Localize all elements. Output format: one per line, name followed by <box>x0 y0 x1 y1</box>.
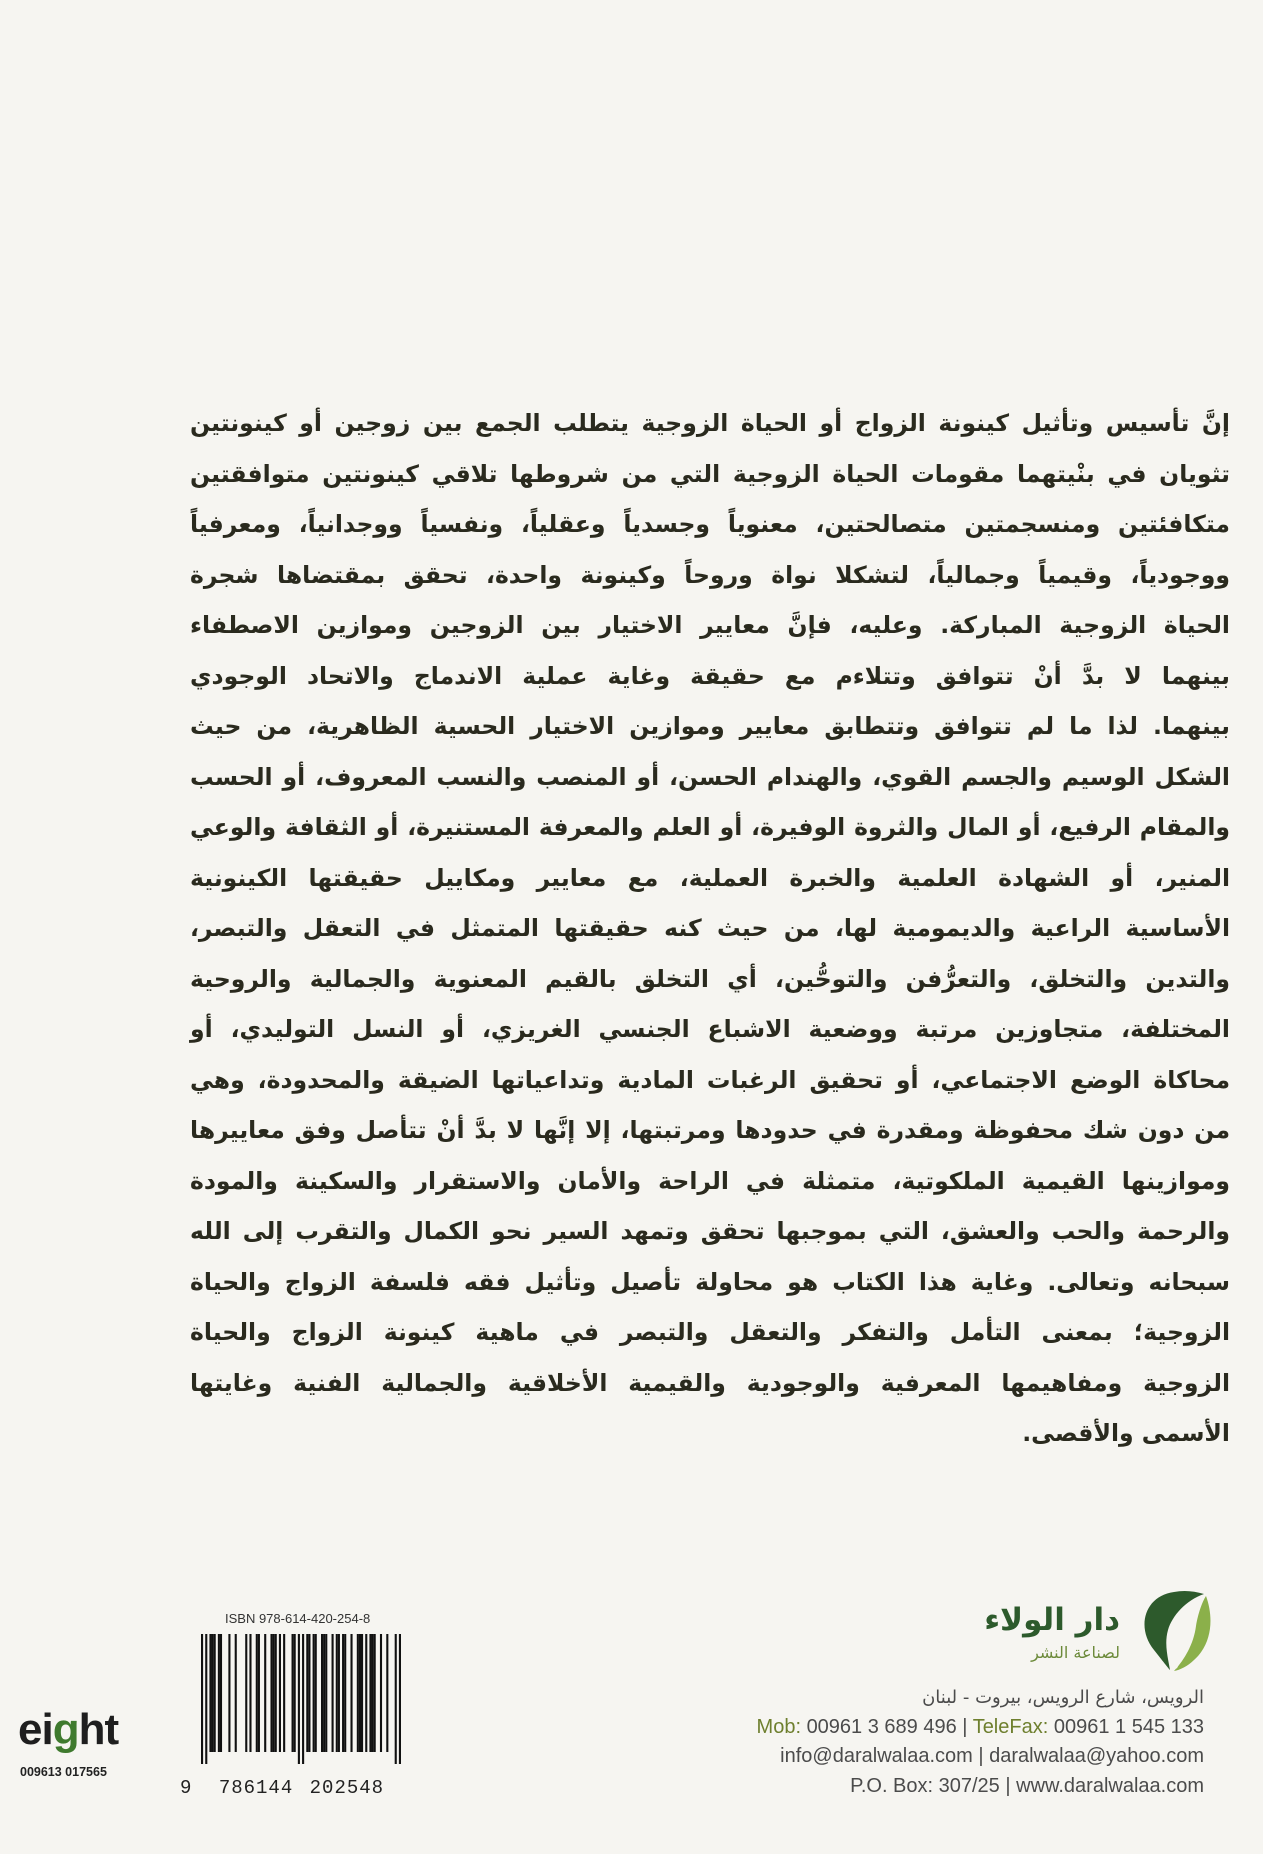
website[interactable]: www.daralwalaa.com <box>1016 1774 1204 1797</box>
barcode-bar <box>245 1634 247 1752</box>
barcode-digits <box>180 1777 384 1799</box>
barcode-bar <box>361 1634 363 1752</box>
barcode-bar <box>218 1634 220 1752</box>
barcode-bar <box>372 1634 374 1752</box>
barcode-bar <box>399 1634 401 1764</box>
barcode-bar <box>338 1634 340 1752</box>
separator: | <box>1005 1774 1011 1797</box>
blurb-line: محاكاة الوضع الاجتماعي، أو تحقيق الرغبات المادية وتداعياتها الضيقة والمحدودة، وهي <box>190 1065 1230 1094</box>
barcode-bar <box>357 1634 359 1752</box>
blurb-line: إنَّ تأسيس وتأثيل كينونة الزواج أو الحياة الزوجية يتطلب الجمع بين زوجين أو كينونتين <box>190 409 1230 437</box>
email-yahoo[interactable]: daralwalaa@yahoo.com <box>989 1745 1204 1767</box>
barcode-bar <box>302 1634 304 1764</box>
blurb-line: الحياة الزوجية المباركة. وعليه، فإنَّ معايير الاختيار بين الزوجين وموازين الاصطفاء <box>190 611 1230 639</box>
blurb-line: ووجودياً، وقيمياً وجمالياً، لتشكلا نواة وروحاً وكينونة واحدة، تحقق بمقتضاها شجرة <box>190 560 1230 589</box>
barcode-bar <box>308 1634 310 1752</box>
barcode-bar <box>270 1634 272 1752</box>
blurb-line: الأسمى والأقصى. <box>1022 1419 1230 1447</box>
barcode-bar <box>273 1634 275 1752</box>
blurb-line: المختلفة، متجاوزين مرتبة ووضعية الاشباع الجنسي الغريزي، أو النسل التوليدي، أو <box>190 1015 1230 1043</box>
barcode-bar <box>323 1634 325 1752</box>
phone-line <box>757 1713 1204 1743</box>
barcode-bar <box>249 1634 251 1752</box>
barcode-first-digit: 9 <box>180 1777 193 1799</box>
isbn-label: ISBN 978-614-420-254-8 <box>225 1611 371 1626</box>
printer-logo-g: g <box>52 1705 79 1754</box>
publisher-leaf-logo-icon <box>1134 1588 1218 1672</box>
barcode-bar <box>275 1634 277 1752</box>
barcode-bar <box>336 1634 338 1752</box>
printer-logo-text: ei <box>18 1705 53 1754</box>
barcode-bar <box>350 1634 352 1752</box>
barcode-bar <box>365 1634 367 1752</box>
barcode-bar <box>258 1634 260 1752</box>
barcode-bar <box>283 1634 285 1752</box>
barcode-bar <box>256 1634 258 1752</box>
printer-phone: 009613 017565 <box>20 1765 107 1779</box>
pobox: P.O. Box: 307/25 <box>850 1774 1000 1797</box>
blurb-line: سبحانه وتعالى. وغاية هذا الكتاب هو محاولة تأصيل وتأثيل فقه فلسفة الزواج والحياة <box>190 1267 1230 1296</box>
pobox-line <box>757 1772 1204 1802</box>
back-cover-blurb <box>190 398 1230 1459</box>
barcode-bar <box>313 1634 315 1752</box>
barcode-bar <box>279 1634 281 1752</box>
barcode-bar <box>344 1634 346 1752</box>
barcode-bar <box>359 1634 361 1752</box>
email-info[interactable]: info@daralwalaa.com <box>780 1745 973 1767</box>
barcode-bar <box>235 1634 237 1752</box>
barcode-bar <box>294 1634 296 1752</box>
telefax-label: TeleFax: <box>972 1715 1049 1738</box>
publisher-name: دار الولاء <box>984 1602 1120 1638</box>
barcode-bar <box>306 1634 308 1752</box>
blurb-line: بينهما. لذا ما لم تتوافق وتتطابق معايير وموازين الاختيار الحسية الظاهرية، من حيث <box>190 712 1230 740</box>
barcode-bar <box>214 1634 216 1752</box>
barcode-bar <box>212 1634 214 1752</box>
blurb-line: والتدين والتخلق، والتعرُّفن والتوحُّين، أي التخلق بالقيم المعنوية والجمالية والروحية <box>190 964 1230 993</box>
printer-logo-text: ht <box>78 1705 119 1754</box>
barcode-bar <box>332 1634 334 1752</box>
blurb-line: متكافئتين ومنسجمتين متصالحتين، معنوياً وجسدياً وعقلياً، ونفسياً ووجدانياً، ومعرفياً <box>190 510 1230 538</box>
separator: | <box>962 1715 968 1738</box>
barcode-bar <box>342 1634 344 1752</box>
separator: | <box>978 1745 984 1767</box>
blurb-line: المنير، أو الشهادة العلمية والخبرة العملية، مع معايير ومكاييل حقيقتها الكينونية <box>190 863 1230 892</box>
barcode-bar <box>374 1634 376 1752</box>
printer-logo <box>18 1705 118 1755</box>
barcode-bar <box>205 1634 207 1764</box>
barcode-bar <box>321 1634 323 1752</box>
barcode-bar <box>298 1634 300 1764</box>
barcode-bar <box>369 1634 371 1752</box>
blurb-line: الشكل الوسيم والجسم القوي، والهندام الحسن، أو المنصب والنسب المعروف، أو الحسب <box>190 762 1230 791</box>
blurb-line: والمقام الرفيع، أو المال والثروة الوفيرة، أو العلم والمعرفة المستنيرة، أو الثقافة والوعي <box>190 813 1230 841</box>
publisher-contact <box>757 1683 1204 1801</box>
blurb-line: بينهما لا بدَّ أنْ تتوافق وتتلاءم مع حقيقة وغاية عملية الاندماج والاتحاد الوجودي <box>190 661 1230 690</box>
barcode-bar <box>201 1634 203 1764</box>
blurb-line: والرحمة والحب والعشق، التي بموجبها تحقق وتمهد السير نحو الكمال والتقرب إلى الله <box>190 1217 1230 1245</box>
publisher-tagline: لصناعة النشر <box>1031 1643 1120 1662</box>
barcode-bar <box>380 1634 382 1752</box>
barcode-right-group: 202548 <box>309 1777 385 1799</box>
blurb-line: وموازينها القيمية الملكوتية، متمثلة في الراحة والأمان والاستقرار والسكينة والمودة <box>190 1166 1230 1195</box>
blurb-line: تثويان في بنْيتهما مقومات الحياة الزوجية التي من شروطها تلاقي كينونتين متوافقتين <box>190 459 1230 488</box>
barcode-bar <box>325 1634 327 1752</box>
blurb-line: الزوجية ومفاهيمها المعرفية والوجودية والقيمية الأخلاقية والجمالية الفنية وغايتها <box>190 1368 1230 1397</box>
barcode-bar <box>209 1634 211 1752</box>
barcode-bar <box>228 1634 230 1752</box>
barcode-bar <box>395 1634 397 1764</box>
barcode-left-group: 786144 <box>218 1777 294 1799</box>
barcode-bar <box>264 1634 266 1752</box>
blurb-line: الزوجية؛ بمعنى التأمل والتفكر والتعقل والتبصر في ماهية كينونة الزواج والحياة <box>190 1318 1230 1346</box>
blurb-line: من دون شك محفوظة ومقدرة في حدودها ومرتبتها، إلا إنَّها لا بدَّ أنْ تتأصل وفق معاييرها <box>190 1116 1230 1144</box>
mob-label: Mob: <box>756 1715 801 1738</box>
barcode-bar <box>315 1634 317 1752</box>
barcode-bar <box>386 1634 388 1752</box>
telefax-number: 00961 1 545 133 <box>1053 1715 1204 1738</box>
isbn-barcode <box>201 1634 401 1764</box>
barcode-bar <box>292 1634 294 1752</box>
blurb-line: الأساسية الراعية والديمومية لها، من حيث كنه حقيقتها المتمثل في التعقل والتبصر، <box>190 914 1230 942</box>
mob-number: 00961 3 689 496 <box>806 1715 957 1738</box>
barcode-bar <box>220 1634 222 1752</box>
email-line <box>757 1742 1204 1772</box>
publisher-address: الرويس، شارع الرويس، بيروت - لبنان <box>922 1687 1204 1708</box>
